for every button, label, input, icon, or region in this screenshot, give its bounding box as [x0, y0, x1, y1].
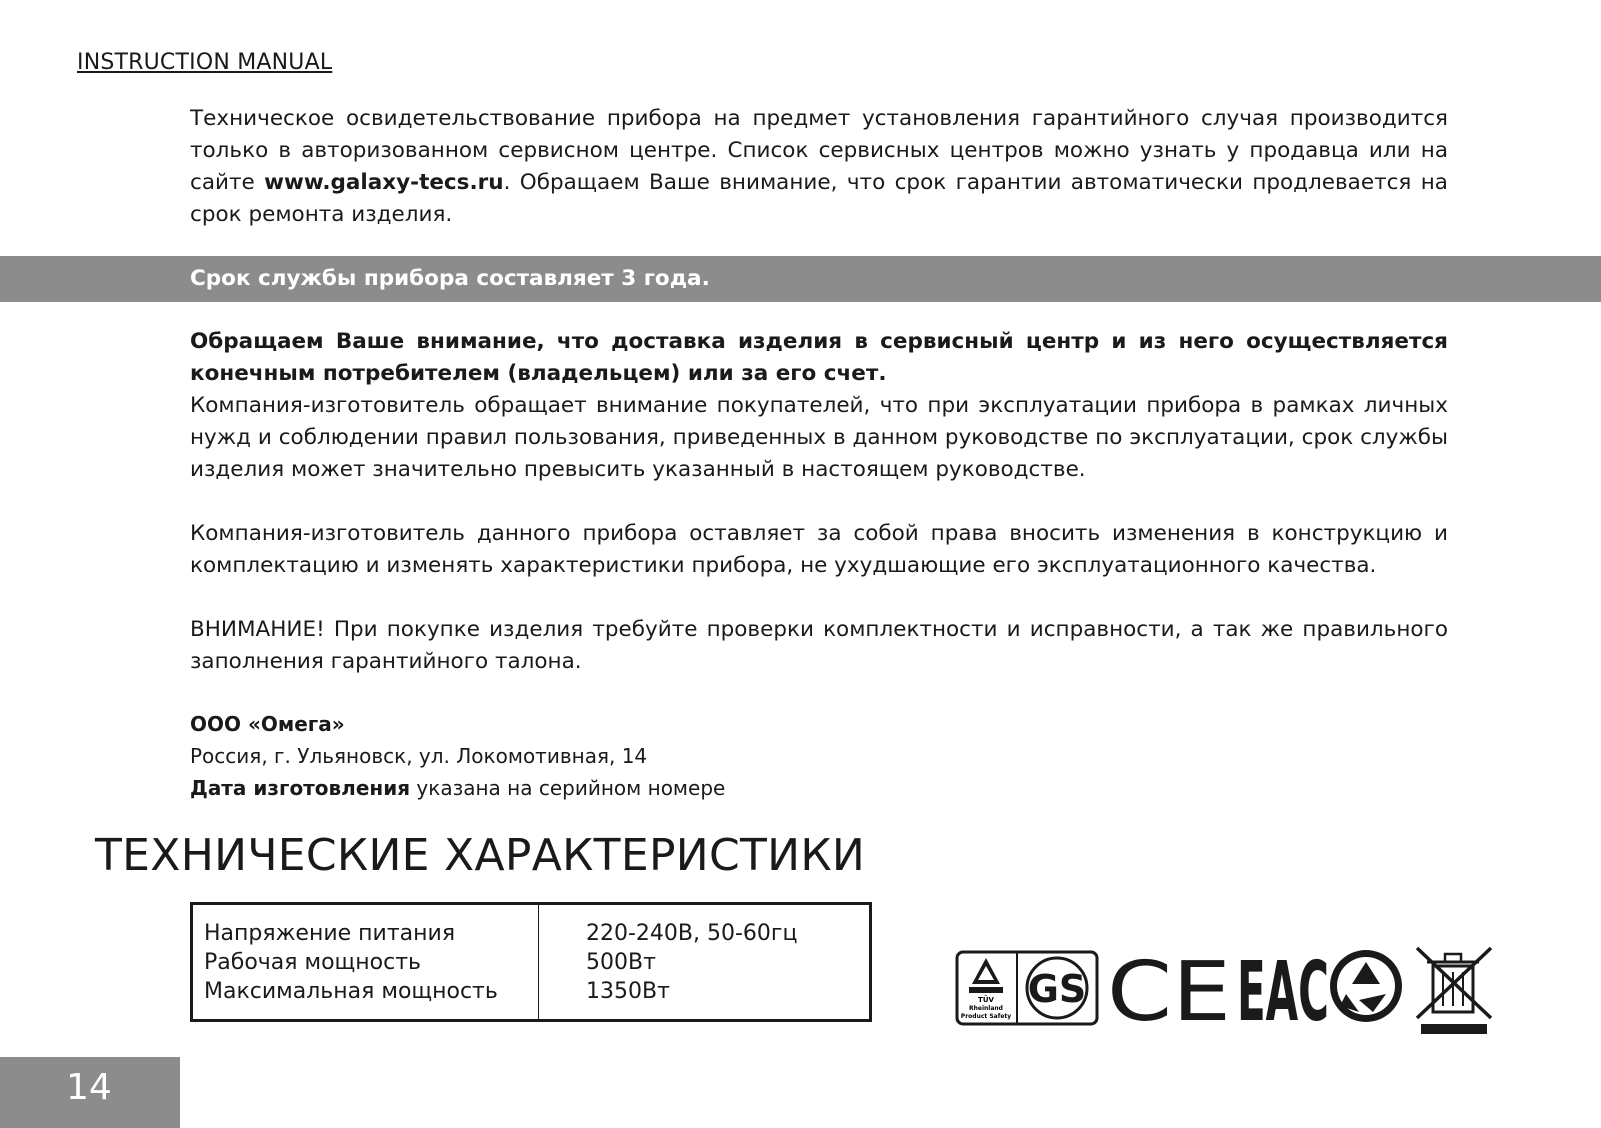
spec-value-max-power: 1350Вт [586, 979, 670, 1004]
ce-mark-icon [1107, 945, 1231, 1038]
manual-header: INSTRUCTION MANUAL [77, 50, 333, 75]
delivery-bold-text: Обращаем Ваше внимание, что доставка изделия в сервисный центр и из него осуществляется конечным потребителем (владельцем) или за его счет. [190, 329, 1448, 386]
certification-logos [955, 944, 1505, 1038]
svg-text:EAC: EAC [1237, 945, 1329, 1038]
service-life-text: Срок службы прибора составляет 3 года. [190, 266, 710, 291]
manufacture-date-text: указана на серийном номере [410, 776, 726, 800]
warranty-paragraph [190, 103, 1448, 231]
manufacture-date-label: Дата изготовления [190, 776, 411, 800]
page-number: 14 [66, 1067, 112, 1108]
warranty-text-before: Техническое освидетельствование прибора на предмет установления гарантийного случая производится только в авторизованном сервисном центре. Список сервисных центров можно узнать у продавца или на сайте [190, 106, 1448, 195]
spec-label-rated-power: Рабочая мощность [204, 950, 421, 975]
website-link[interactable]: www.galaxy-tecs.ru [264, 170, 504, 195]
svg-text:TÜV: TÜV [978, 996, 994, 1004]
specs-table [190, 902, 872, 1022]
svg-text:GS: GS [1027, 967, 1087, 1011]
eac-mark-icon [1237, 945, 1329, 1038]
manufacturer-name: ООО «Омега» [190, 712, 345, 736]
changes-paragraph: Компания-изготовитель данного прибора оставляет за собой права вносить изменения в конструкцию и комплектацию и изменять характеристики прибора, не ухудшающие его эксплуатационного качества. [190, 521, 1448, 578]
svg-text:Product Safety: Product Safety [960, 1013, 1012, 1020]
specs-labels [204, 919, 498, 1006]
spec-value-voltage: 220-240В, 50-60гц [586, 921, 798, 946]
spec-label-voltage: Напряжение питания [204, 921, 456, 946]
delivery-paragraph [190, 326, 1448, 486]
service-life-band [0, 256, 1601, 302]
delivery-text: Компания-изготовитель обращает внимание покупателей, что при эксплуатации прибора в рамках личных нужд и соблюдении правил пользования, приведенных в данном руководстве по эксплуатации, срок службы изделия может значительно превысить указанный в настоящем руководстве. [190, 393, 1448, 482]
specs-table-divider [538, 905, 539, 1019]
recycle-icon [1330, 950, 1402, 1022]
spec-value-rated-power: 500Вт [586, 950, 656, 975]
svg-text:Rheinland: Rheinland [969, 1005, 1003, 1012]
svg-text:CE: CE [1107, 945, 1231, 1038]
manufacturer-address: Россия, г. Ульяновск, ул. Локомотивная, 14 [190, 744, 648, 768]
manufacture-date-note [190, 772, 725, 804]
crossed-bin-icon [1417, 948, 1491, 1034]
page-number-box [0, 1057, 180, 1128]
warranty-text-after: . Обращаем Ваше внимание, что срок гарантии автоматически продлевается на срок ремонта изделия. [190, 170, 1448, 227]
attention-paragraph: ВНИМАНИЕ! При покупке изделия требуйте проверки комплектности и исправности, а так же правильного заполнения гарантийного талона. [190, 617, 1448, 674]
spec-label-max-power: Максимальная мощность [204, 979, 498, 1004]
specs-heading: ТЕХНИЧЕСКИЕ ХАРАКТЕРИСТИКИ [95, 830, 866, 881]
tuv-gs-mark-icon [957, 952, 1097, 1024]
specs-values [586, 919, 797, 1006]
